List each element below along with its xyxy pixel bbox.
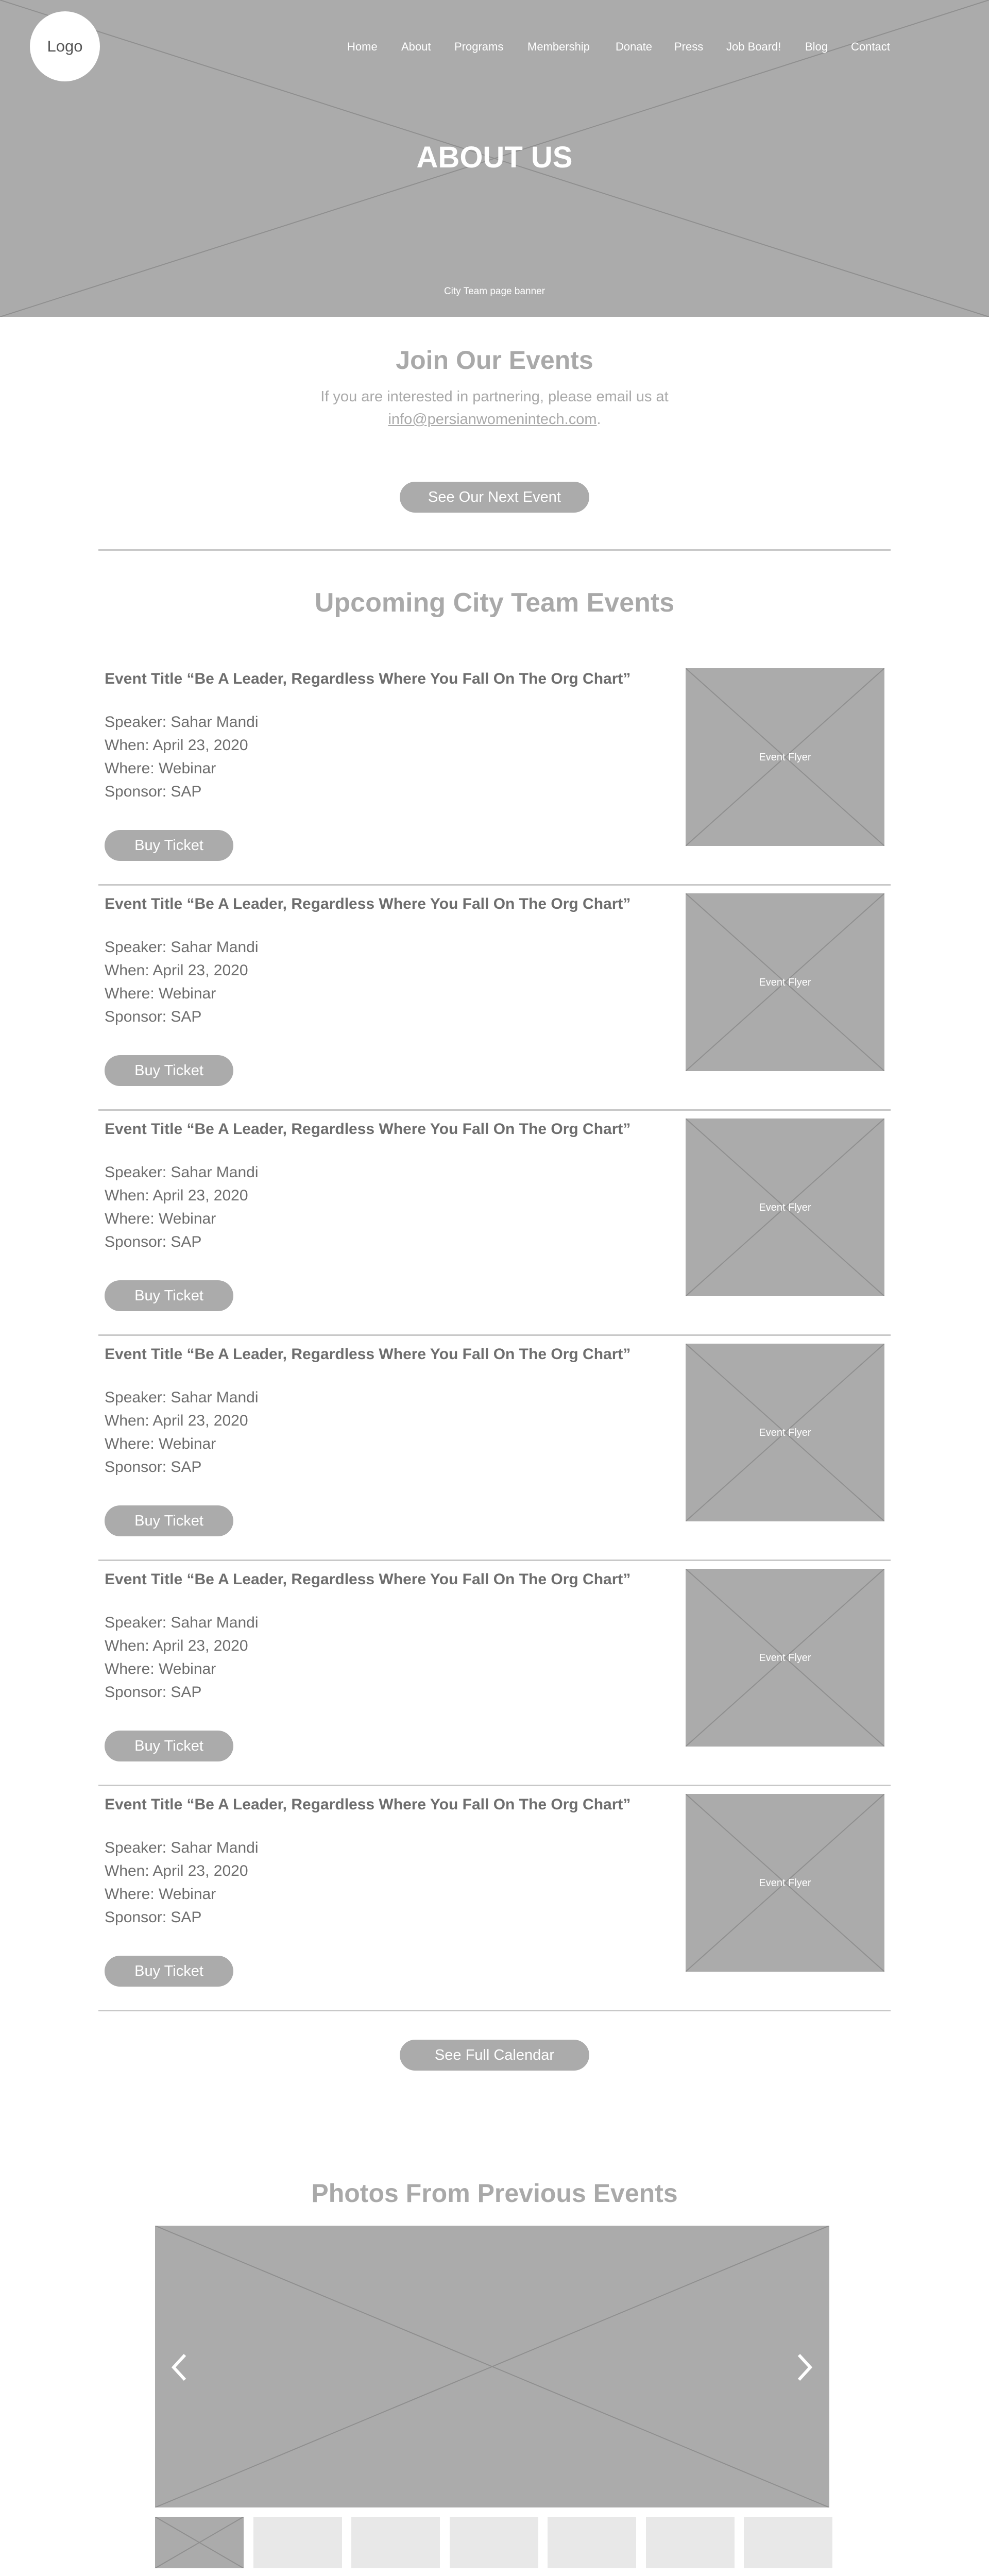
- gallery-placeholder-cross: [155, 2226, 829, 2507]
- event-flyer-label: Event Flyer: [759, 1877, 811, 1889]
- event-date: When: April 23, 2020: [105, 962, 248, 979]
- partner-email-link[interactable]: info@persianwomenintech.com: [388, 411, 597, 428]
- buy-ticket-button[interactable]: Buy Ticket: [105, 830, 233, 861]
- buy-ticket-button[interactable]: Buy Ticket: [105, 1505, 233, 1536]
- gallery-title: Photos From Previous Events: [311, 2179, 678, 2208]
- divider: [98, 1785, 891, 1786]
- divider: [98, 1560, 891, 1561]
- logo[interactable]: Logo: [30, 11, 100, 81]
- divider: [98, 1334, 891, 1336]
- gallery-thumbnail[interactable]: [351, 2517, 440, 2568]
- nav-donate[interactable]: Donate: [616, 40, 652, 53]
- event-title: Event Title “Be A Leader, Regardless Where You Fall On The Org Chart”: [105, 1796, 631, 1813]
- see-full-calendar-button[interactable]: See Full Calendar: [400, 2040, 589, 2071]
- gallery-thumbnail[interactable]: [744, 2517, 832, 2568]
- event-location: Where: Webinar: [105, 1660, 216, 1677]
- divider: [98, 1109, 891, 1111]
- event-row: [98, 1344, 891, 1569]
- event-row: [98, 893, 891, 1118]
- event-row: [98, 1569, 891, 1794]
- event-row: [98, 1794, 891, 2019]
- event-speaker: Speaker: Sahar Mandi: [105, 939, 259, 956]
- join-events-email-line: [0, 408, 989, 431]
- event-title: Event Title “Be A Leader, Regardless Where You Fall On The Org Chart”: [105, 1346, 631, 1363]
- nav-home[interactable]: Home: [347, 40, 378, 53]
- event-sponsor: Sponsor: SAP: [105, 1008, 202, 1025]
- buy-ticket-button[interactable]: Buy Ticket: [105, 1956, 233, 1987]
- event-location: Where: Webinar: [105, 1886, 216, 1903]
- gallery-thumbnail[interactable]: [450, 2517, 538, 2568]
- event-speaker: Speaker: Sahar Mandi: [105, 714, 259, 731]
- event-title: Event Title “Be A Leader, Regardless Where You Fall On The Org Chart”: [105, 895, 631, 912]
- event-flyer-label: Event Flyer: [759, 1652, 811, 1664]
- join-events-title: Join Our Events: [396, 346, 593, 375]
- nav-programs[interactable]: Programs: [454, 40, 504, 53]
- divider: [98, 549, 891, 551]
- buy-ticket-button[interactable]: Buy Ticket: [105, 1280, 233, 1311]
- page-title: ABOUT US: [416, 141, 573, 174]
- buy-ticket-button[interactable]: Buy Ticket: [105, 1055, 233, 1086]
- event-title: Event Title “Be A Leader, Regardless Where You Fall On The Org Chart”: [105, 670, 631, 687]
- event-speaker: Speaker: Sahar Mandi: [105, 1164, 259, 1181]
- divider: [98, 884, 891, 886]
- chevron-right-icon[interactable]: [796, 2352, 814, 2388]
- nav-press[interactable]: Press: [674, 40, 704, 53]
- event-flyer-image[interactable]: [686, 1118, 884, 1296]
- event-flyer-image[interactable]: [686, 1569, 884, 1747]
- divider: [98, 2010, 891, 2011]
- event-row: [98, 668, 891, 893]
- event-speaker: Speaker: Sahar Mandi: [105, 1839, 259, 1856]
- nav-job-board[interactable]: Job Board!: [726, 40, 781, 53]
- event-sponsor: Sponsor: SAP: [105, 1909, 202, 1926]
- event-flyer-label: Event Flyer: [759, 1202, 811, 1213]
- gallery-main-image[interactable]: [155, 2226, 829, 2507]
- event-flyer-image[interactable]: [686, 893, 884, 1071]
- event-sponsor: Sponsor: SAP: [105, 1233, 202, 1250]
- event-location: Where: Webinar: [105, 985, 216, 1002]
- gallery-thumbnail[interactable]: [155, 2517, 244, 2568]
- banner-caption: City Team page banner: [444, 286, 545, 297]
- gallery-thumbnail[interactable]: [253, 2517, 342, 2568]
- buy-ticket-button[interactable]: Buy Ticket: [105, 1731, 233, 1761]
- event-date: When: April 23, 2020: [105, 1862, 248, 1879]
- nav-membership[interactable]: Membership: [527, 40, 590, 53]
- join-events-text: [0, 385, 989, 431]
- see-next-event-button[interactable]: See Our Next Event: [400, 482, 589, 513]
- gallery-thumbnail[interactable]: [548, 2517, 636, 2568]
- event-speaker: Speaker: Sahar Mandi: [105, 1389, 259, 1406]
- join-events-description: If you are interested in partnering, please email us at: [320, 388, 669, 405]
- nav-blog[interactable]: Blog: [805, 40, 828, 53]
- event-flyer-label: Event Flyer: [759, 977, 811, 988]
- nav-contact[interactable]: Contact: [851, 40, 890, 53]
- event-flyer-image[interactable]: [686, 1794, 884, 1972]
- chevron-left-icon[interactable]: [169, 2352, 188, 2388]
- event-location: Where: Webinar: [105, 1435, 216, 1452]
- thumbnail-placeholder-cross: [155, 2517, 244, 2568]
- event-sponsor: Sponsor: SAP: [105, 783, 202, 800]
- event-flyer-image[interactable]: [686, 1344, 884, 1521]
- event-location: Where: Webinar: [105, 1210, 216, 1227]
- email-suffix: .: [596, 411, 601, 428]
- event-flyer-label: Event Flyer: [759, 1427, 811, 1438]
- gallery-thumbnail[interactable]: [646, 2517, 735, 2568]
- event-title: Event Title “Be A Leader, Regardless Where You Fall On The Org Chart”: [105, 1121, 631, 1138]
- hero-banner: [0, 0, 989, 317]
- event-flyer-image[interactable]: [686, 668, 884, 846]
- event-title: Event Title “Be A Leader, Regardless Where You Fall On The Org Chart”: [105, 1571, 631, 1588]
- upcoming-events-title: Upcoming City Team Events: [314, 588, 675, 618]
- event-sponsor: Sponsor: SAP: [105, 1459, 202, 1476]
- event-date: When: April 23, 2020: [105, 1637, 248, 1654]
- event-date: When: April 23, 2020: [105, 737, 248, 754]
- nav-about[interactable]: About: [401, 40, 431, 53]
- event-location: Where: Webinar: [105, 760, 216, 777]
- event-flyer-label: Event Flyer: [759, 752, 811, 763]
- main-nav: [0, 40, 989, 56]
- event-row: [98, 1118, 891, 1344]
- event-date: When: April 23, 2020: [105, 1187, 248, 1204]
- event-speaker: Speaker: Sahar Mandi: [105, 1614, 259, 1631]
- event-date: When: April 23, 2020: [105, 1412, 248, 1429]
- event-sponsor: Sponsor: SAP: [105, 1684, 202, 1701]
